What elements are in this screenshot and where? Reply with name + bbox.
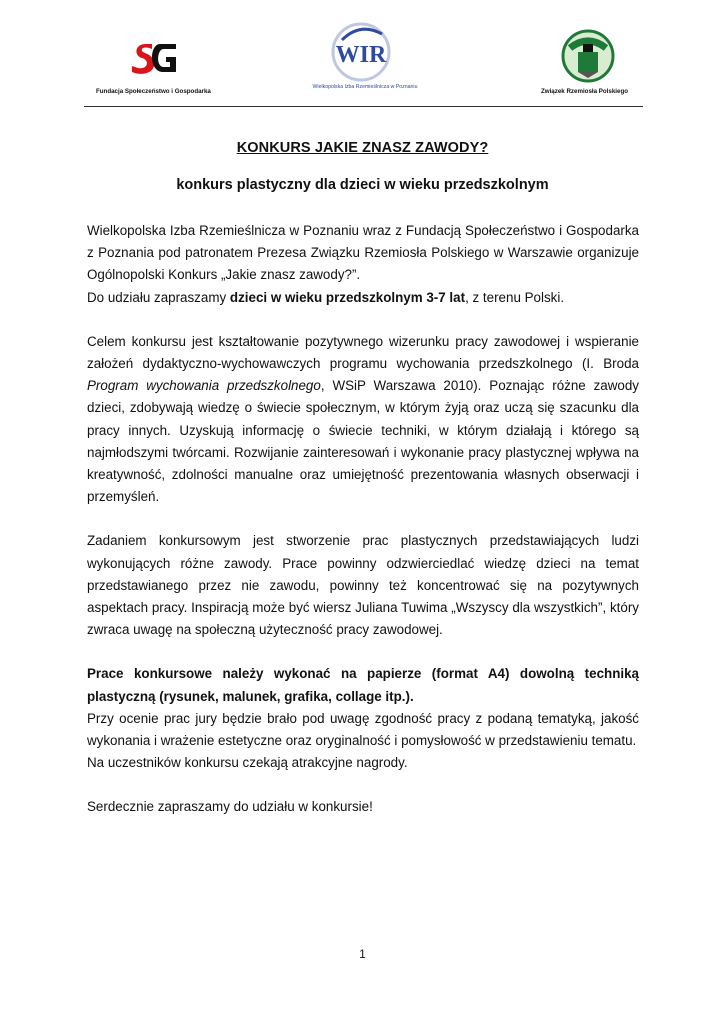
paragraph-gap — [87, 641, 639, 663]
task-paragraph: Zadaniem konkursowym jest stworzenie prac plastycznych przedstawiających ludzi wykonujących różne zawody. Prace powinny odzwierciedlać wiedzę dzieci na temat przedstawianego przez nie zawodu, powinny też koncentrować się na pozytywnych aspektach pracy. Inspiracją może być wiersz Juliana Tuwima „Wszyscy dla wszystkich”, który zwraca uwagę na społeczną użyteczność pracy zawodowej. — [87, 533, 639, 638]
prizes-paragraph: Na uczestników konkursu czekają atrakcyjne nagrody. — [87, 755, 408, 771]
paragraph-gap — [87, 774, 639, 796]
svg-text:WIR: WIR — [335, 42, 387, 68]
header-divider — [84, 106, 643, 107]
wir-chamber-logo — [330, 20, 392, 84]
document-body — [87, 220, 639, 819]
invite-text-start: Do udziału zapraszamy — [87, 289, 230, 305]
format-requirements-bold: Prace konkursowe należy wykonać na papierze (format A4) dowolną techniką plastyczną (rysunek, malunek, grafika, collage itp.). — [87, 666, 639, 704]
invite-paragraph — [87, 287, 639, 309]
left-logo-caption: Fundacja Społeczeństwo i Gospodarka — [96, 88, 211, 95]
sg-foundation-logo — [130, 40, 178, 76]
paragraph-gap — [87, 508, 639, 530]
document-subtitle: konkurs plastyczny dla dzieci w wieku przedszkolnym — [176, 177, 549, 193]
goal-text-start: Celem konkursu jest kształtowanie pozytywnego wizerunku pracy zawodowej i wspieranie założeń dydaktyczno-wychowawczych programu wychowania przedszkolnego (I. Broda — [87, 333, 639, 372]
zrp-rzemioslo-logo — [560, 28, 616, 84]
letterhead — [0, 0, 725, 110]
format-paragraph — [87, 663, 639, 707]
invite-text-end: , z terenu Polski. — [465, 289, 565, 305]
goal-paragraph — [87, 331, 639, 509]
right-logo-caption: Związek Rzemiosła Polskiego — [541, 88, 628, 95]
jury-paragraph: Przy ocenie prac jury będzie brało pod uwagę zgodność pracy z podaną tematyką, jakość wykonania i wrażenie estetyczne oraz oryginalność i pomysłowość w przedstawieniu tematu. — [87, 710, 639, 749]
intro-paragraph: Wielkopolska Izba Rzemieślnicza w Poznaniu wraz z Fundacją Społeczeństwo i Gospodarka z Poznania pod patronatem Prezesa Związku Rzemiosła Polskiego w Warszawie organizuje Ogólnopolski Konkurs „Jakie znasz zawody?”. — [87, 223, 639, 283]
document-title: KONKURS JAKIE ZNASZ ZAWODY? — [236, 140, 489, 156]
page-number: 1 — [359, 947, 366, 961]
center-logo-caption: Wielkopolska Izba Rzemieślnicza w Poznaniu — [312, 84, 418, 90]
program-title-italic: Program wychowania przedszkolnego — [87, 378, 321, 394]
closing-paragraph: Serdecznie zapraszamy do udziału w konkursie! — [87, 799, 373, 815]
age-range-bold: dzieci w wieku przedszkolnym 3-7 lat — [229, 289, 466, 305]
goal-text-end: , WSiP Warszawa 2010). Poznając różne zawody dzieci, zdobywają wiedzę o świecie społecznym, w którym żyją oraz uczą się szacunku dla pracy innych. Uzyskują informację o świecie techniki, w którym działają i którego są najmłodszymi twórcami. Rozwijanie zainteresowań i wykonanie pracy plastycznej wpływa na kreatywność, zdolności manualne oraz umiejętność prezentowania własnych obserwacji i przemyśleń. — [87, 378, 640, 505]
paragraph-gap — [87, 309, 639, 331]
